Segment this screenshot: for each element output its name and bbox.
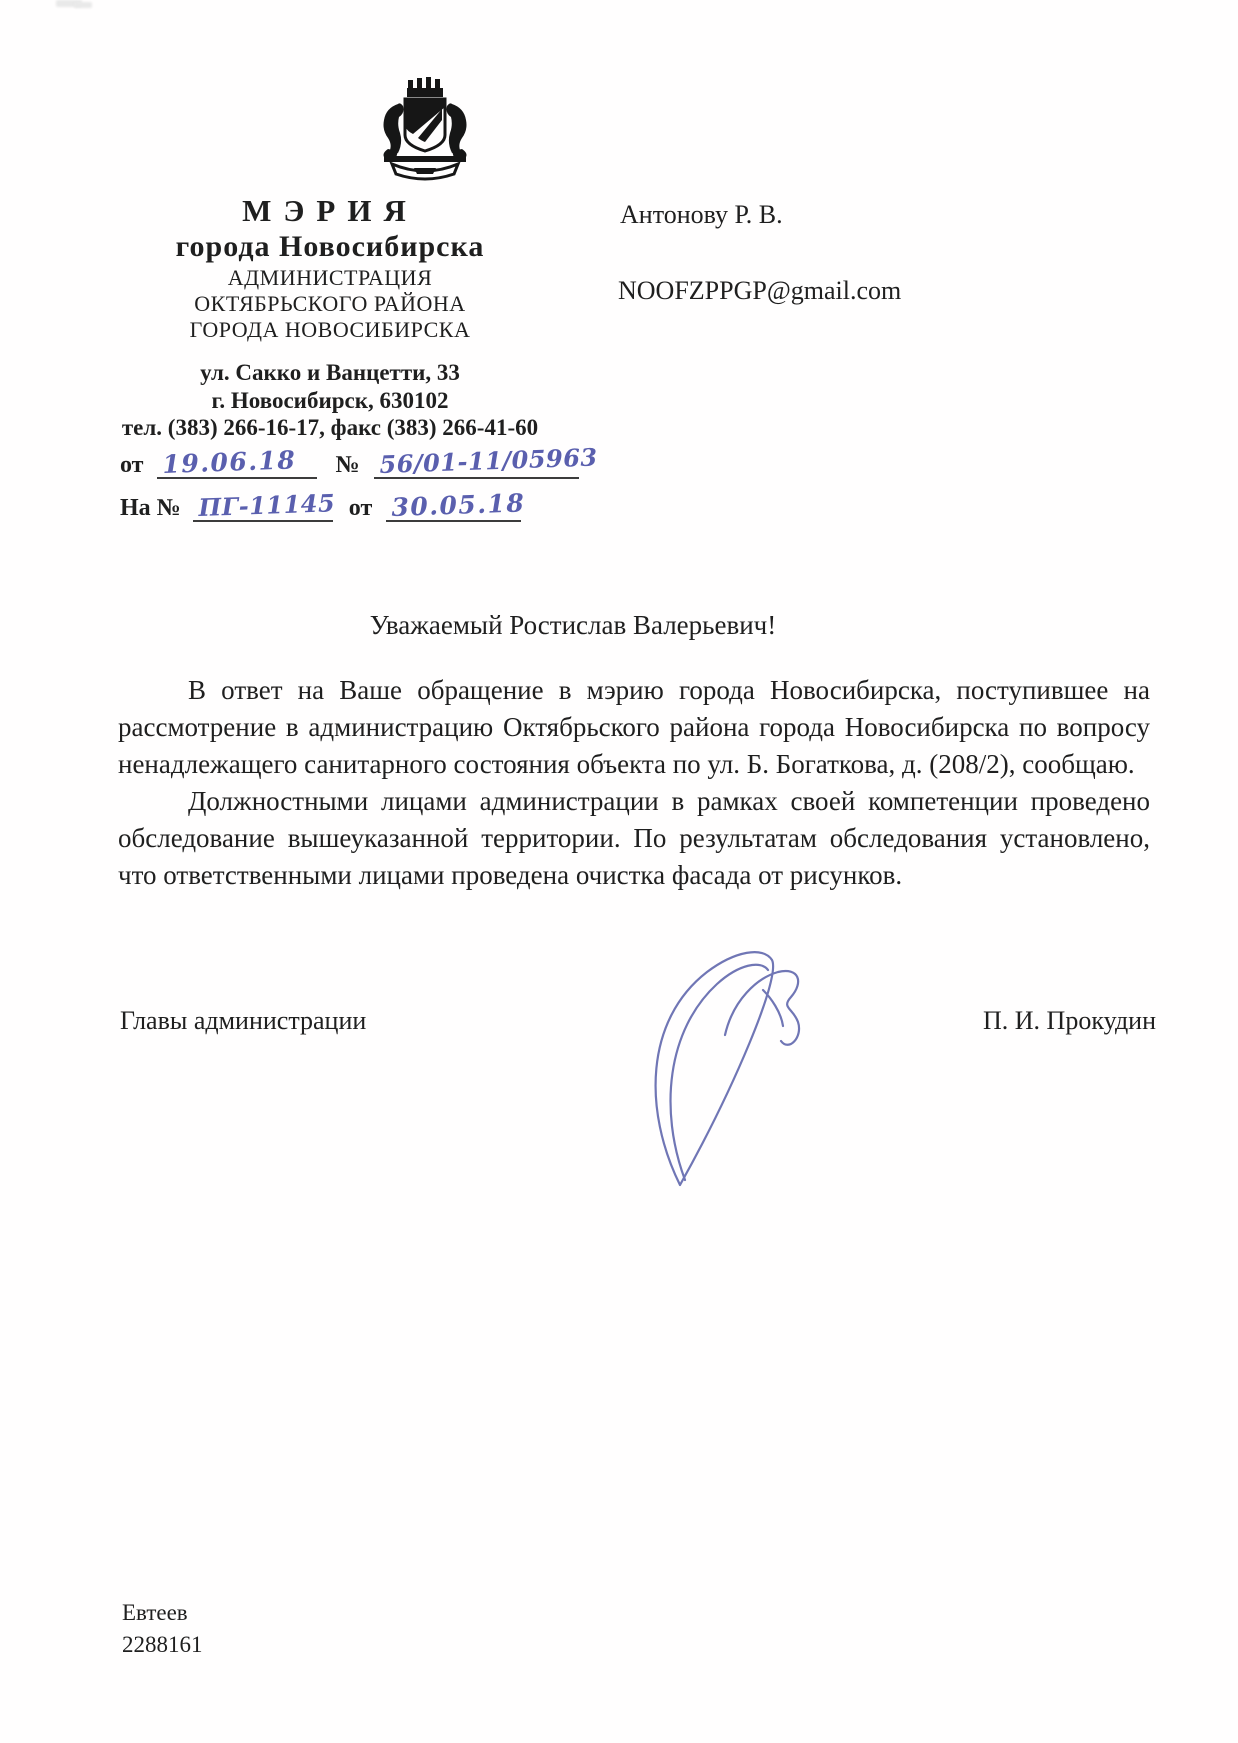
signer-name: П. И. Прокудин — [982, 1006, 1156, 1035]
handwritten-signature-icon — [585, 938, 820, 1203]
paragraph: Должностными лицами администрации в рамках своей компетенции проведено обследование вышеуказанной территории. По результатам обследования установлено, что ответственными лицами проведена очистка фасада от рисунков. — [118, 786, 1150, 890]
address-line: ул. Сакко и Ванцетти, 33 — [200, 360, 460, 385]
dept-line: ГОРОДА НОВОСИБИРСКА — [189, 317, 471, 342]
contact-line: тел. (383) 266-16-17, факс (383) 266-41-60 — [121, 415, 539, 440]
scan-artifact — [74, 2, 92, 8]
incoming-date-handwritten: 30.05.18 — [391, 488, 526, 522]
number-label: № — [335, 452, 360, 478]
outgoing-date-blank — [157, 447, 317, 479]
outgoing-reference-row — [120, 442, 640, 483]
dept-line: АДМИНИСТРАЦИЯ — [227, 265, 433, 290]
letter-body — [118, 672, 1150, 894]
reply-from-label: от — [348, 495, 373, 521]
dept-line: ОКТЯБРЬСКОГО РАЙОНА — [194, 291, 466, 316]
executor-name: Евтеев — [122, 1600, 188, 1625]
executor-phone: 2288161 — [122, 1632, 203, 1657]
novosibirsk-emblem-icon — [358, 76, 492, 184]
reply-label: На № — [120, 495, 181, 521]
from-label: от — [120, 452, 144, 478]
incoming-number-handwritten: ПГ-11145 — [197, 488, 336, 522]
incoming-reference-row — [120, 490, 640, 526]
outgoing-date-handwritten: 19.06.18 — [162, 445, 298, 479]
salutation: Уважаемый Ростислав Валерьевич! — [369, 610, 777, 640]
outgoing-number-blank — [374, 442, 598, 479]
incoming-number-blank — [193, 488, 336, 522]
recipient-email: NOOFZPPGP@gmail.com — [618, 276, 902, 305]
address-line: г. Новосибирск, 630102 — [211, 388, 449, 413]
incoming-date-blank — [386, 488, 526, 522]
recipient-name: Антонову Р. В. — [620, 200, 783, 229]
paragraph: В ответ на Ваше обращение в мэрию города Новосибирска, поступившее на рассмотрение в администрацию Октябрьского района города Новосибирска по вопросу ненадлежащего санитарного состояния объекта по ул. Б. Богаткова, д. (208/2), сообщаю. — [118, 675, 1150, 779]
org-subtitle: города Новосибирска — [175, 230, 485, 263]
signer-position-title: Главы администрации — [120, 1006, 367, 1035]
outgoing-number-handwritten: 56/01-11/05963 — [378, 442, 598, 479]
org-title: МЭРИЯ — [242, 193, 418, 228]
